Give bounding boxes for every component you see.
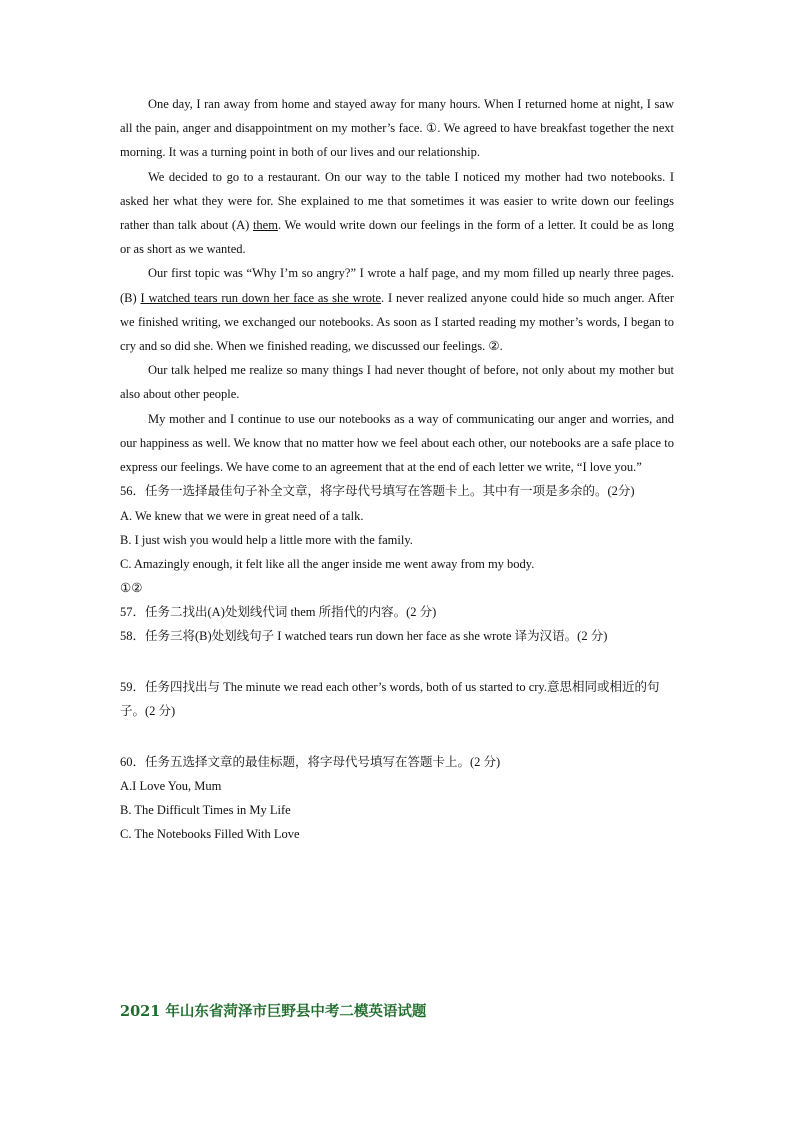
question-60-option-b: B. The Difficult Times in My Life — [120, 803, 291, 818]
question-58: 58．任务三将(B)处划线句子 I watched tears run down her face as she wrote 译为汉语。(2 分) — [120, 629, 608, 644]
spacer — [120, 724, 674, 750]
passage-paragraph-4: Our talk helped me realize so many things I had never thought of before, not only about my mother but also about other people. — [120, 363, 674, 402]
p2-text-before: We decided to go to a restaurant. On our way to the table I noticed my mother had two notebooks. I asked her what they were for. She explained to me that sometimes it was easier to write down our feelings rather than talk about (A) — [120, 169, 674, 233]
question-60-option-c: C. The Notebooks Filled With Love — [120, 827, 300, 842]
underlined-sentence-b: I watched tears run down her face as she wrote — [140, 290, 382, 305]
underlined-pronoun-them: them — [252, 218, 278, 233]
passage-paragraph-5: My mother and I continue to use our notebooks as a way of communicating our anger and worries, and our happiness as well. We know that no matter how we feel about each other, our notebooks are a safe place to express our feelings. We have come to an agreement that at the end of each letter we write, “I love you.” — [120, 411, 674, 475]
question-56-stem: 56．任务一选择最佳句子补全文章，将字母代号填写在答题卡上。其中有一项是多余的。(2分) — [120, 484, 635, 499]
exam-content — [120, 92, 674, 846]
passage-paragraph-3 — [120, 261, 674, 358]
spacer — [120, 649, 674, 675]
p3-text-before: Our first topic was “Why I’m so angry?” I wrote a half page, and my mom filled up nearly three pages. (B) — [120, 266, 674, 305]
exam-title-heading: 2021 年山东省菏泽市巨野县中考二模英语试题 — [120, 1003, 427, 1020]
passage-paragraph-1: One day, I ran away from home and stayed away for many hours. When I returned home at night, I saw all the pain, anger and disappointment on my mother’s face. ①. We agreed to have breakfast together the next morning. It was a turning point in both of our lives and our relationship. — [120, 97, 674, 160]
question-60-stem: 60．任务五选择文章的最佳标题，将字母代号填写在答题卡上。(2 分) — [120, 754, 501, 769]
question-60-option-a: A.I Love You, Mum — [120, 779, 222, 794]
question-56-blanks: ①② — [120, 580, 143, 595]
question-56-option-c: C. Amazingly enough, it felt like all the anger inside me went away from my body. — [120, 556, 535, 571]
question-56-option-b: B. I just wish you would help a little more with the family. — [120, 532, 413, 547]
question-59: 59．任务四找出与 The minute we read each other’s words, both of us started to cry.意思相同或相近的句子。(2 分) — [120, 679, 660, 719]
question-57: 57．任务二找出(A)处划线代词 them 所指代的内容。(2 分) — [120, 604, 437, 619]
passage-paragraph-2 — [120, 165, 674, 262]
question-56-option-a: A. We knew that we were in great need of a talk. — [120, 508, 364, 523]
p2-text-after: . We would write down our feelings in the form of a letter. It could be as long or as short as we wanted. — [120, 218, 674, 257]
p3-text-after: . I never realized anyone could hide so much anger. After we finished writing, we exchanged our notebooks. As soon as I started reading my mother’s words, I began to cry and so did she. When we finished reading, we discussed our feelings. ②. — [120, 290, 674, 354]
